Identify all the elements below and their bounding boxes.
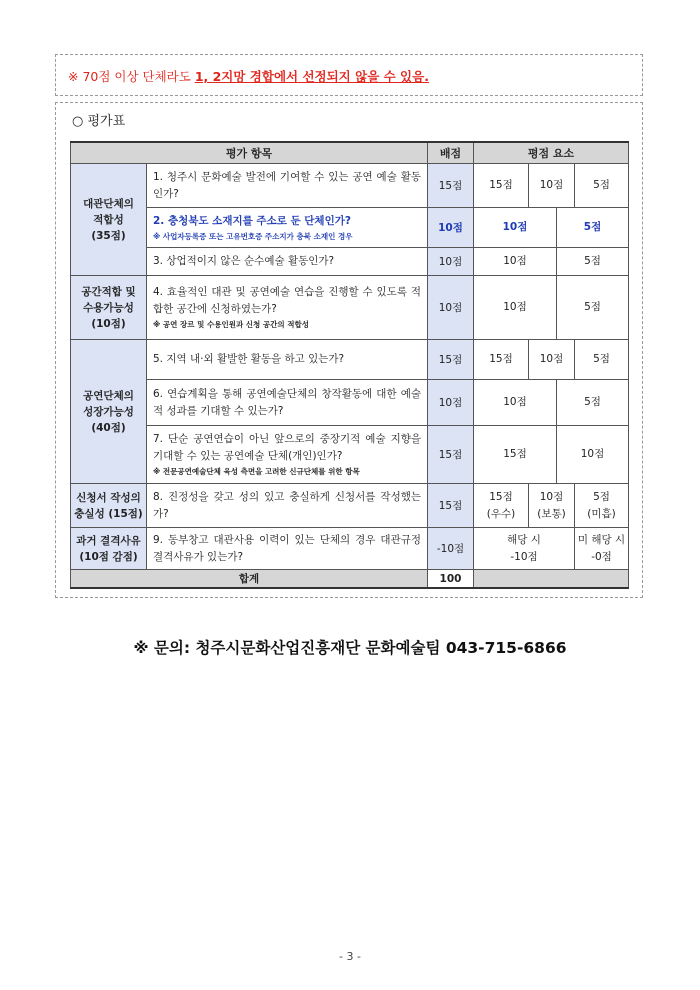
category-past-disqualification: 과거 결격사유 (10점 감점) — [71, 528, 147, 570]
contact-info: ※ 문의: 청주시문화산업진흥재단 문화예술팀 043-715-6866 — [133, 639, 567, 657]
table-row — [71, 340, 629, 380]
score-9: -10점 — [428, 528, 474, 570]
table-row — [71, 426, 629, 484]
crit-5-b: 10점 — [529, 340, 575, 380]
item-2-note: ※ 사업자등록증 또는 고유번호증 주소지가 충북 소재인 경우 — [153, 231, 353, 241]
crit-2-b: 5점 — [557, 208, 629, 248]
score-1: 15점 — [428, 164, 474, 208]
item-3: 3. 상업적이지 않은 순수예술 활동인가? — [147, 248, 428, 276]
score-4: 10점 — [428, 276, 474, 340]
crit-1-b: 10점 — [529, 164, 575, 208]
category-space: 공간적합 및 수용가능성 (10점) — [71, 276, 147, 340]
item-6: 6. 연습계획을 통해 공연예술단체의 창작활동에 대한 예술적 성과를 기대할 수 있는가? — [147, 380, 428, 426]
crit-5-c: 5점 — [575, 340, 629, 380]
table-row — [71, 380, 629, 426]
item-7-note: ※ 전문공연예술단체 육성 측면을 고려한 신규단체를 위한 항목 — [153, 467, 360, 476]
crit-9-a: 해당 시 -10점 — [474, 528, 575, 570]
category-growth: 공연단체의 성장가능성 (40점) — [71, 340, 147, 484]
crit-9-b: 미 해당 시 -0점 — [575, 528, 629, 570]
notice-box — [55, 54, 643, 96]
table-row — [71, 164, 629, 208]
score-5: 15점 — [428, 340, 474, 380]
header-criteria: 평점 요소 — [474, 142, 629, 164]
crit-1-c: 5점 — [575, 164, 629, 208]
item-4-note: ※ 공연 장르 및 수용인원과 신청 공간의 적합성 — [153, 320, 309, 329]
category-suitability: 대관단체의 적합성 (35점) — [71, 164, 147, 276]
score-7: 15점 — [428, 426, 474, 484]
notice-prefix: ※ 70점 이상 단체라도 — [68, 69, 195, 84]
crit-6-b: 5점 — [557, 380, 629, 426]
score-2: 10점 — [428, 208, 474, 248]
total-row — [71, 570, 629, 589]
crit-7-b: 10점 — [557, 426, 629, 484]
crit-3-b: 5점 — [557, 248, 629, 276]
evaluation-box — [55, 102, 643, 598]
header-score: 배점 — [428, 142, 474, 164]
table-row — [71, 248, 629, 276]
table-row — [71, 276, 629, 340]
total-label: 합계 — [71, 570, 428, 589]
crit-4-b: 5점 — [557, 276, 629, 340]
notice-highlight: 1, 2지망 경합에서 선정되지 않을 수 있음. — [194, 69, 429, 84]
table-header-row — [71, 142, 629, 164]
crit-8-a: 15점 (우수) — [474, 484, 529, 528]
header-item: 평가 항목 — [71, 142, 428, 164]
crit-3-a: 10점 — [474, 248, 557, 276]
score-3: 10점 — [428, 248, 474, 276]
crit-8-c: 5점 (미흡) — [575, 484, 629, 528]
category-application: 신청서 작성의 충실성 (15점) — [71, 484, 147, 528]
crit-6-a: 10점 — [474, 380, 557, 426]
crit-5-a: 15점 — [474, 340, 529, 380]
evaluation-title: ○ 평가표 — [72, 114, 126, 129]
total-value: 100 — [428, 570, 474, 589]
item-1: 1. 청주시 문화예술 발전에 기여할 수 있는 공연 예술 활동인가? — [147, 164, 428, 208]
table-row — [71, 528, 629, 570]
item-2: 2. 충청북도 소재지를 주소로 둔 단체인가? ※ 사업자등록증 또는 고유번호증 주소지가 충북 소재인 경우 — [147, 208, 428, 248]
evaluation-table — [70, 141, 629, 589]
table-row — [71, 208, 629, 248]
page-number: - 3 - — [339, 950, 361, 963]
crit-1-a: 15점 — [474, 164, 529, 208]
item-7: 7. 단순 공연연습이 아닌 앞으로의 중장기적 예술 지향을 기대할 수 있는 공연예술 단체(개인)인가? ※ 전문공연예술단체 육성 측면을 고려한 신규단체를 위한 항목 — [147, 426, 428, 484]
table-row — [71, 484, 629, 528]
total-criteria-empty — [474, 570, 629, 589]
notice-text — [68, 67, 429, 85]
score-6: 10점 — [428, 380, 474, 426]
crit-2-a: 10점 — [474, 208, 557, 248]
item-9: 9. 동부창고 대관사용 이력이 있는 단체의 경우 대관규정 결격사유가 있는가? — [147, 528, 428, 570]
crit-4-a: 10점 — [474, 276, 557, 340]
item-8: 8. 진정성을 갖고 성의 있고 충실하게 신청서를 작성했는가? — [147, 484, 428, 528]
crit-7-a: 15점 — [474, 426, 557, 484]
item-5: 5. 지역 내·외 활발한 활동을 하고 있는가? — [147, 340, 428, 380]
item-4: 4. 효율적인 대관 및 공연예술 연습을 진행할 수 있도록 적합한 공간에 신청하였는가? ※ 공연 장르 및 수용인원과 신청 공간의 적합성 — [147, 276, 428, 340]
crit-8-b: 10점 (보통) — [529, 484, 575, 528]
score-8: 15점 — [428, 484, 474, 528]
